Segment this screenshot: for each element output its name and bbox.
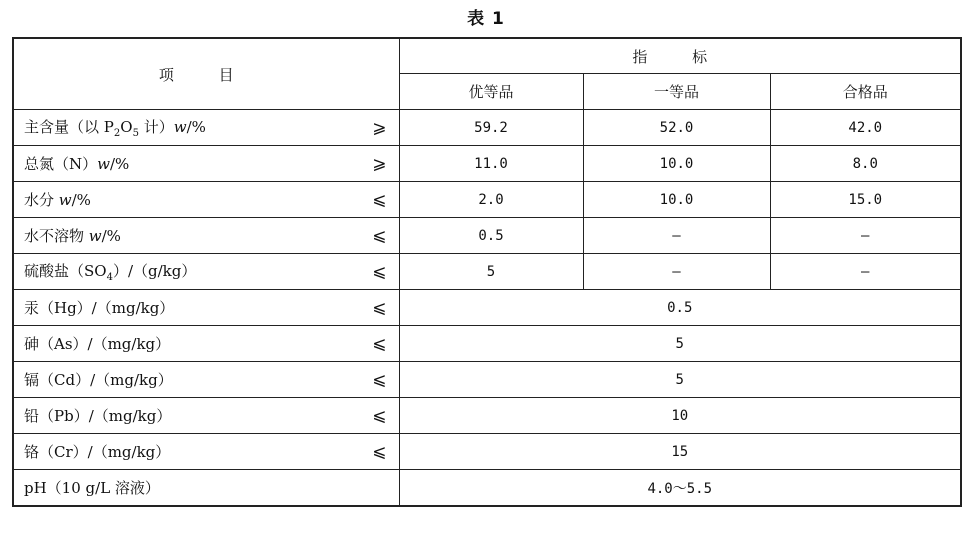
cell-value: — [770, 254, 961, 290]
cell-value: 15.0 [770, 182, 961, 218]
cell-value: 0.5 [399, 218, 583, 254]
comparison-symbol: ⩽ [372, 405, 387, 426]
row-label: 砷（As）/（mg/kg） ⩽ [13, 326, 399, 362]
cell-value: — [583, 254, 770, 290]
header-grade-premium: 优等品 [399, 74, 583, 110]
row-label: pH（10 g/L 溶液） [13, 470, 399, 507]
cell-value: 5 [399, 254, 583, 290]
table-row [13, 326, 961, 362]
row-label: 主含量（以 $P_2O_5$ 计）w/% ⩾ [13, 110, 399, 146]
cell-value-merged: 0.5 [399, 290, 961, 326]
header-grade-first: 一等品 [583, 74, 770, 110]
row-label: 镉（Cd）/（mg/kg） ⩽ [13, 362, 399, 398]
comparison-symbol: ⩽ [372, 333, 387, 354]
header-item: 项 目 [13, 38, 399, 110]
comparison-symbol: ⩾ [372, 153, 387, 174]
spec-table [12, 37, 962, 507]
row-label: 铬（Cr）/（mg/kg） ⩽ [13, 434, 399, 470]
cell-value: 10.0 [583, 146, 770, 182]
row-label: 总氮（N）w/% ⩾ [13, 146, 399, 182]
table-row [13, 434, 961, 470]
cell-value: 10.0 [583, 182, 770, 218]
table-caption: 表 1 [467, 9, 505, 29]
row-label: 水分 w/% ⩽ [13, 182, 399, 218]
cell-value: 2.0 [399, 182, 583, 218]
table-row [13, 254, 961, 290]
table-row [13, 146, 961, 182]
comparison-symbol: ⩾ [372, 117, 387, 138]
row-label: 铅（Pb）/（mg/kg） ⩽ [13, 398, 399, 434]
header-grade-qualified: 合格品 [770, 74, 961, 110]
comparison-symbol: ⩽ [372, 297, 387, 318]
table-row [13, 110, 961, 146]
comparison-symbol: ⩽ [372, 369, 387, 390]
comparison-symbol: ⩽ [372, 261, 387, 282]
cell-value: 52.0 [583, 110, 770, 146]
row-label: 汞（Hg）/（mg/kg） ⩽ [13, 290, 399, 326]
table-row [13, 470, 961, 507]
cell-value-merged: 5 [399, 362, 961, 398]
cell-value-merged: 10 [399, 398, 961, 434]
cell-value: 11.0 [399, 146, 583, 182]
table-row [13, 218, 961, 254]
table-row [13, 398, 961, 434]
row-label: 硫酸盐$(SO_4)/(g/kg)$ ⩽ [13, 254, 399, 290]
table-row [13, 362, 961, 398]
cell-value: 42.0 [770, 110, 961, 146]
header-row-1 [13, 38, 961, 74]
cell-value: 8.0 [770, 146, 961, 182]
cell-value-merged: 5 [399, 326, 961, 362]
cell-value-merged: 4.0～5.5 [399, 470, 961, 507]
comparison-symbol: ⩽ [372, 225, 387, 246]
cell-value: — [583, 218, 770, 254]
comparison-symbol: ⩽ [372, 189, 387, 210]
row-label: 水不溶物 w/% ⩽ [13, 218, 399, 254]
cell-value: 59.2 [399, 110, 583, 146]
cell-value: — [770, 218, 961, 254]
header-indicator: 指 标 [399, 38, 961, 74]
table-row [13, 290, 961, 326]
comparison-symbol: ⩽ [372, 441, 387, 462]
table-row [13, 182, 961, 218]
cell-value-merged: 15 [399, 434, 961, 470]
